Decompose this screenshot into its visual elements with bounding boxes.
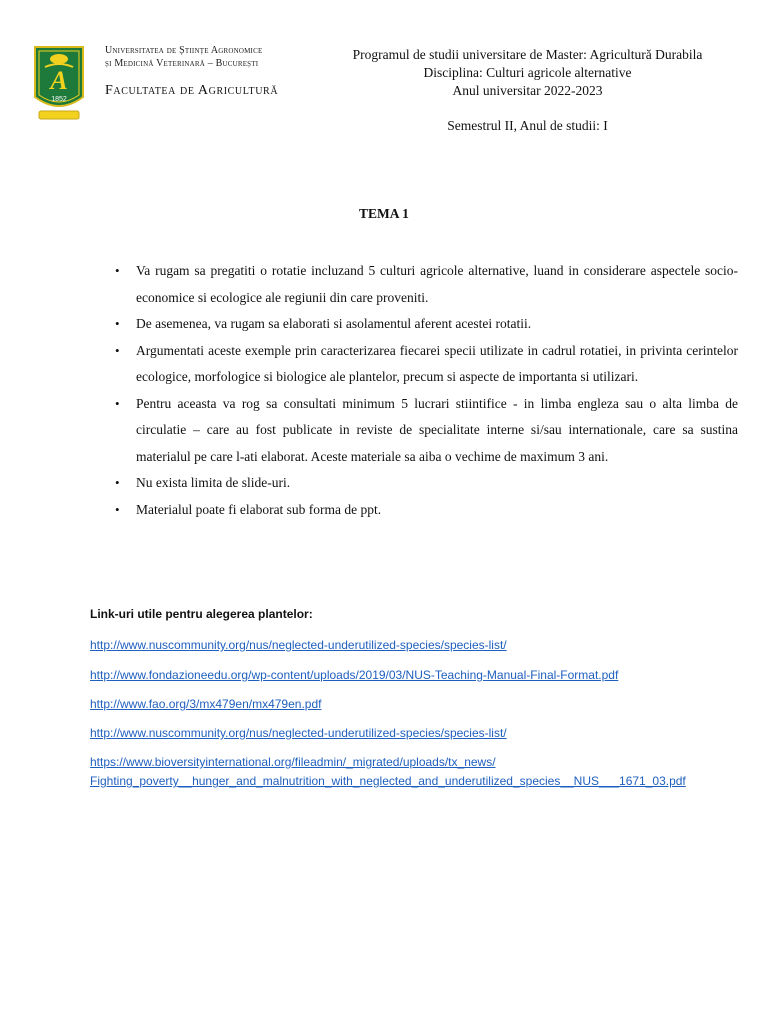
program-info bbox=[325, 46, 730, 100]
list-item: • Nu exista limita de slide-uri. bbox=[112, 470, 738, 497]
university-name-line1: Universitatea de Științe Agronomice bbox=[105, 45, 263, 56]
list-item: • Pentru aceasta va rog sa consultati minimum 5 lucrari stiintifice - in limba engleza sau o alta limba de circulatie – care au fost publicate in reviste de specialitate interne si/sau internationale, care sa sustina materialul pe care l-ati elaborat. Aceste materiale sa aiba o vechime de maximum 3 ani. bbox=[112, 391, 738, 471]
discipline-line: Disciplina: Culturi agricole alternative bbox=[423, 65, 632, 80]
link-bioversity[interactable]: https://www.bioversityinternational.org/fileadmin/_migrated/uploads/tx_news/ bbox=[90, 755, 496, 769]
link-fondazioneedu[interactable]: http://www.fondazioneedu.org/wp-content/uploads/2019/03/NUS-Teaching-Manual-Final-Format.pdf bbox=[90, 668, 619, 682]
link-fao[interactable]: http://www.fao.org/3/mx479en/mx479en.pdf bbox=[90, 697, 322, 711]
university-name-line2: și Medicină Veterinară – București bbox=[105, 58, 259, 69]
academic-year-line: Anul universitar 2022-2023 bbox=[452, 83, 603, 98]
semester-line: Semestrul II, Anul de studii: I bbox=[447, 118, 608, 133]
university-name bbox=[105, 44, 310, 70]
program-line: Programul de studii universitare de Master: Agricultură Durabila bbox=[352, 47, 703, 62]
page-title: TEMA 1 bbox=[359, 206, 409, 221]
link-nuscommunity[interactable]: http://www.nuscommunity.org/nus/neglected-underutilized-species/species-list/ bbox=[90, 638, 507, 652]
list-item: • Argumentati aceste exemple prin caracterizarea fiecarei specii utilizate in cadrul rotatiei, in privinta cerintelor ecologice, morfologice si biologice ale plantelor, precum si aspecte de importanta si utilizari. bbox=[112, 338, 738, 391]
list-item: • De asemenea, va rugam sa elaborati si asolamentul aferent acestei rotatii. bbox=[112, 311, 738, 338]
list-item: • Materialul poate fi elaborat sub forma de ppt. bbox=[112, 497, 738, 524]
logo-letter: A bbox=[50, 66, 68, 95]
logo-year: 1852 bbox=[51, 96, 67, 103]
faculty-name: Facultatea de Agricultură bbox=[105, 83, 279, 98]
links-heading: Link-uri utile pentru alegerea plantelor: bbox=[90, 607, 313, 621]
task-list bbox=[112, 258, 738, 523]
list-item: • Va rugam sa pregatiti o rotatie incluzand 5 culturi agricole alternative, luand in considerare aspectele socio-economice si ecologice ale regiunii din care proveniti. bbox=[112, 258, 738, 311]
link-bioversity-file[interactable]: Fighting_poverty__hunger_and_malnutrition_with_neglected_and_underutilized_species__NUS___1671_03.pdf bbox=[90, 774, 686, 788]
link-nuscommunity-2[interactable]: http://www.nuscommunity.org/nus/neglected-underutilized-species/species-list/ bbox=[90, 726, 507, 740]
university-logo-icon bbox=[33, 45, 85, 125]
